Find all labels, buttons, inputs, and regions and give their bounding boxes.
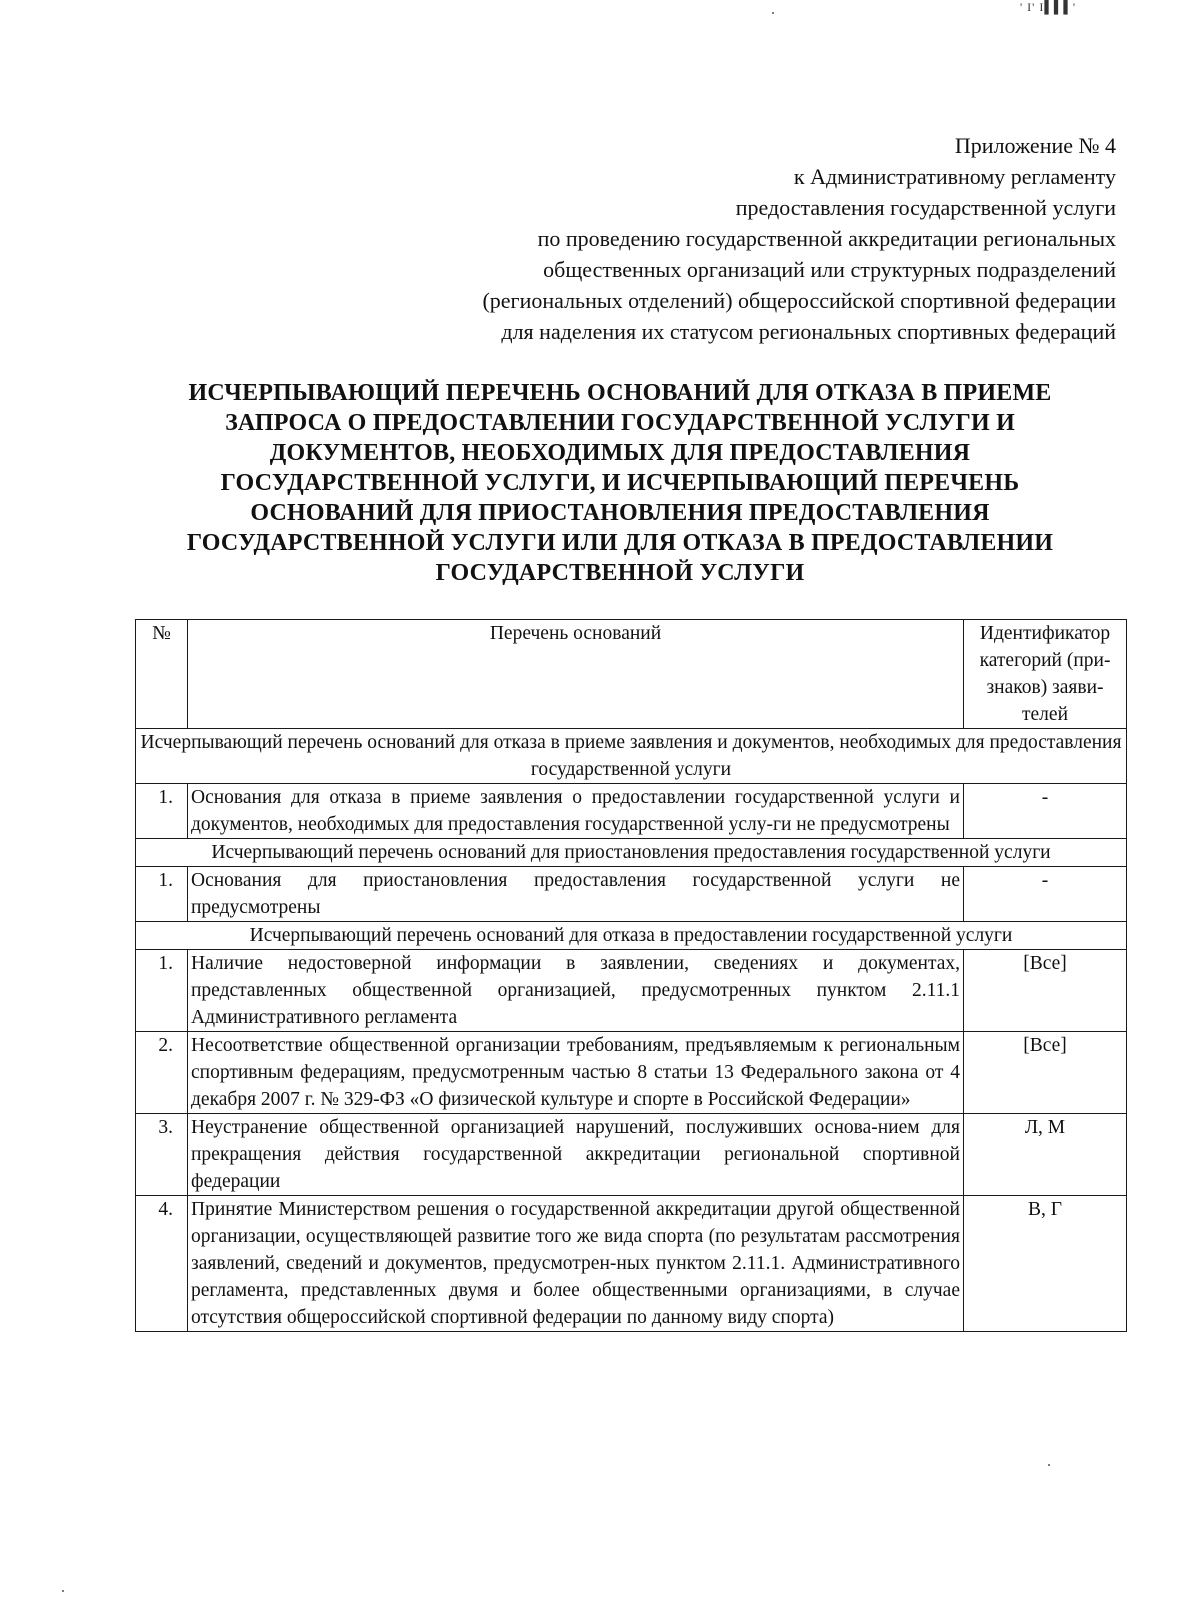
appendix-line: по проведению государственной аккредитации региональных <box>537 226 1116 251</box>
title-line: ГОСУДАРСТВЕННОЙ УСЛУГИ <box>435 560 805 586</box>
header-grounds: Перечень оснований <box>188 620 964 729</box>
scan-mark: ' I' I▌▌▌' <box>1020 0 1076 14</box>
row-ground-text: Наличие недостоверной информации в заявлении, сведениях и документах, представленных общественной организацией, предусмотренных пунктом 2.11.1 Административного регламента <box>188 950 964 1032</box>
section-title: Исчерпывающий перечень оснований для отказа в приеме заявления и документов, необходимых для предоставления государственной услуги <box>136 729 1127 784</box>
scan-speck <box>62 1590 64 1592</box>
document-title <box>130 378 1110 588</box>
table-row <box>136 784 1127 839</box>
section-row <box>136 839 1127 867</box>
row-number: 2. <box>136 1032 188 1114</box>
title-line: ГОСУДАРСТВЕННОЙ УСЛУГИ, И ИСЧЕРПЫВАЮЩИЙ ПЕРЕЧЕНЬ <box>220 470 1020 496</box>
row-ground-text: Неустранение общественной организацией нарушений, послуживших основа-нием для прекращения действия государственной аккредитации региональной спортивной федерации <box>188 1114 964 1196</box>
row-number: 1. <box>136 867 188 922</box>
row-applicant-category: - <box>964 867 1127 922</box>
appendix-line: общественных организаций или структурных подразделений <box>543 257 1116 282</box>
section-title: Исчерпывающий перечень оснований для отказа в предоставлении государственной услуги <box>136 922 1127 950</box>
grounds-table <box>135 619 1127 1332</box>
row-ground-text: Основания для приостановления предоставления государственной услуги не предусмотрены <box>188 867 964 922</box>
section-title: Исчерпывающий перечень оснований для приостановления предоставления государственной услуги <box>136 839 1127 867</box>
title-line: ДОКУМЕНТОВ, НЕОБХОДИМЫХ ДЛЯ ПРЕДОСТАВЛЕНИЯ <box>269 440 971 466</box>
table-row <box>136 950 1127 1032</box>
appendix-line: предоставления государственной услуги <box>735 195 1116 220</box>
appendix-header <box>216 130 1116 347</box>
row-ground-text: Принятие Министерством решения о государственной аккредитации другой общественной организации, осуществляющей развитие того же вида спорта (по результатам рассмотрения заявлений, сведений и документов, предусмотрен-ных пунктом 2.11.1. Административного регламента, представленных двумя и более общественными организациями, в случае отсутствия общероссийской спортивной федерации по данному виду спорта) <box>188 1196 964 1332</box>
title-line: ИСЧЕРПЫВАЮЩИЙ ПЕРЕЧЕНЬ ОСНОВАНИЙ ДЛЯ ОТКАЗА В ПРИЕМЕ <box>188 380 1052 406</box>
title-line: ОСНОВАНИЙ ДЛЯ ПРИОСТАНОВЛЕНИЯ ПРЕДОСТАВЛЕНИЯ <box>250 500 990 526</box>
title-line: ГОСУДАРСТВЕННОЙ УСЛУГИ ИЛИ ДЛЯ ОТКАЗА В ПРЕДОСТАВЛЕНИИ <box>186 530 1054 556</box>
table-row <box>136 1196 1127 1332</box>
row-applicant-category: В, Г <box>964 1196 1127 1332</box>
row-ground-text: Основания для отказа в приеме заявления о предоставлении государственной услуги и документов, необходимых для предоставления государственной услу-ги не предусмотрены <box>188 784 964 839</box>
appendix-line: (региональных отделений) общероссийской спортивной федерации <box>482 288 1116 313</box>
table-row <box>136 1032 1127 1114</box>
appendix-line: для наделения их статусом региональных спортивных федераций <box>501 319 1116 344</box>
row-applicant-category: [Все] <box>964 1032 1127 1114</box>
row-ground-text: Несоответствие общественной организации требованиям, предъявляемым к региональным спортивным федерациям, предусмотренным частью 8 статьи 13 Федерального закона от 4 декабря 2007 г. № 329-ФЗ «О физической культуре и спорте в Российской Федерации» <box>188 1032 964 1114</box>
header-number: № <box>136 620 188 729</box>
row-applicant-category: [Все] <box>964 950 1127 1032</box>
appendix-line: к Административному регламенту <box>793 164 1116 189</box>
appendix-line: Приложение № 4 <box>954 133 1116 158</box>
section-row <box>136 729 1127 784</box>
title-line: ЗАПРОСА О ПРЕДОСТАВЛЕНИИ ГОСУДАРСТВЕННОЙ УСЛУГИ И <box>225 410 1015 436</box>
scan-speck <box>1048 1464 1050 1466</box>
table-row <box>136 867 1127 922</box>
table-row <box>136 1114 1127 1196</box>
row-number: 1. <box>136 950 188 1032</box>
row-number: 3. <box>136 1114 188 1196</box>
row-applicant-category: - <box>964 784 1127 839</box>
row-number: 4. <box>136 1196 188 1332</box>
header-applicant-category: Идентификатор категорий (при-знаков) заяви-телей <box>964 620 1127 729</box>
row-number: 1. <box>136 784 188 839</box>
scan-speck <box>772 12 774 14</box>
table-header-row <box>136 620 1127 729</box>
section-row <box>136 922 1127 950</box>
row-applicant-category: Л, М <box>964 1114 1127 1196</box>
